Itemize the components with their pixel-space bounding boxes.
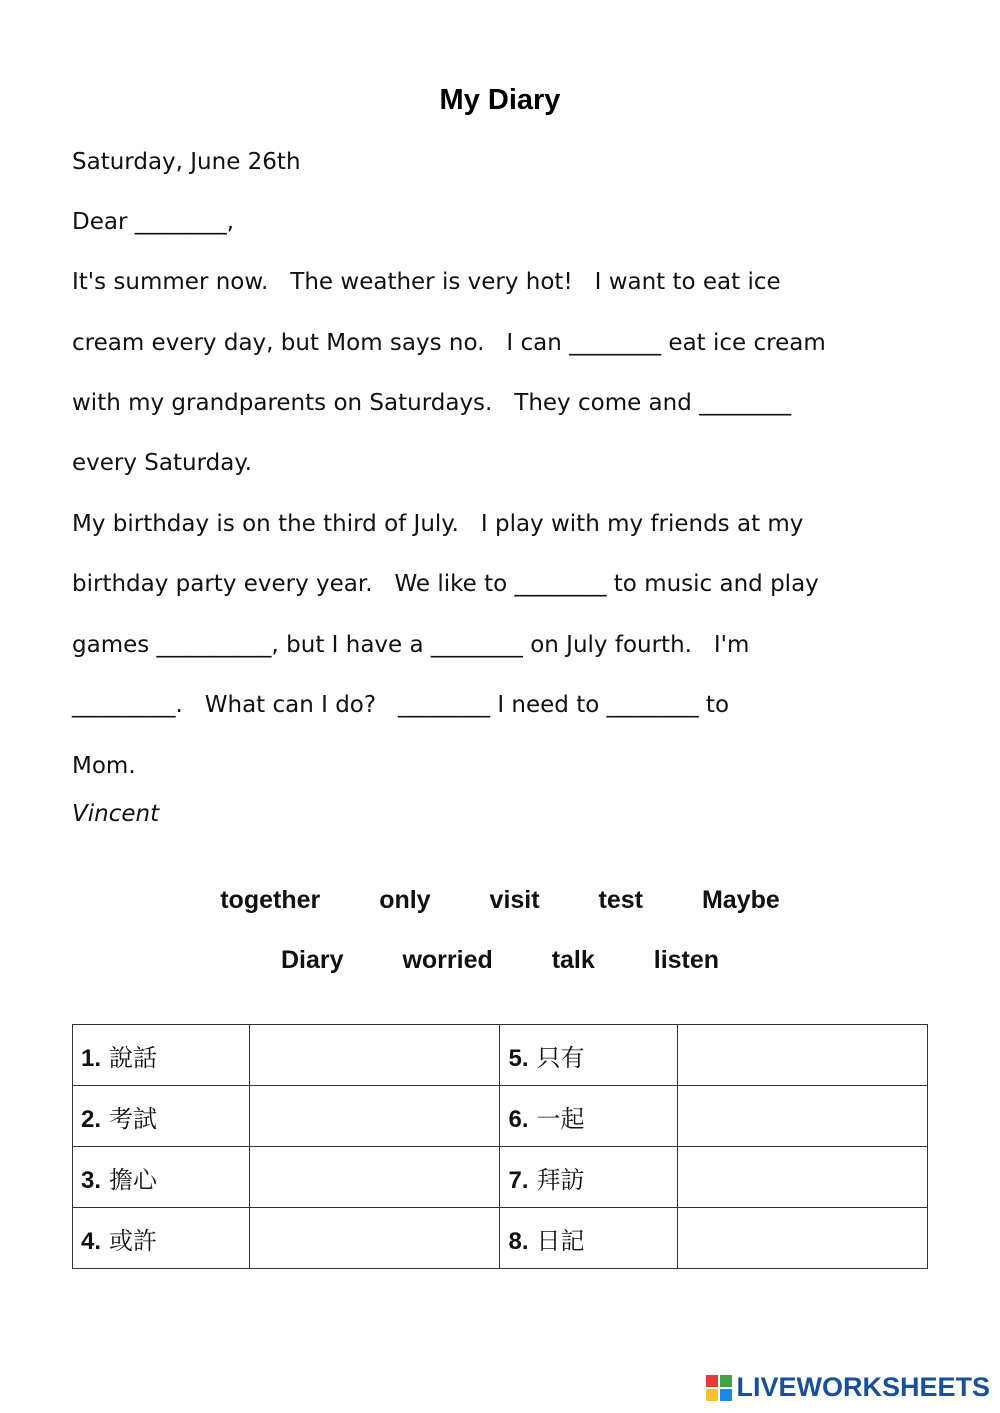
vocab-prompt xyxy=(73,1086,250,1147)
item-number: 8. xyxy=(508,1227,529,1255)
answer-cell[interactable] xyxy=(250,1147,500,1208)
diary-signature: Vincent xyxy=(72,801,160,827)
word-bank-word: worried xyxy=(402,946,493,974)
answer-cell[interactable] xyxy=(677,1025,927,1086)
word-bank-word: listen xyxy=(653,946,720,974)
chinese-word: 考試 xyxy=(109,1104,158,1133)
answer-cell[interactable] xyxy=(250,1208,500,1269)
word-bank-word: Diary xyxy=(280,946,344,974)
word-bank-word: visit xyxy=(489,886,540,914)
word-bank-word: only xyxy=(379,886,431,914)
diary-greeting: Dear ________, xyxy=(72,209,235,235)
vocab-prompt xyxy=(500,1147,677,1208)
logo-text: LIVEWORKSHEETS xyxy=(736,1372,990,1402)
chinese-word: 日記 xyxy=(536,1226,585,1255)
chinese-word: 或許 xyxy=(109,1226,158,1255)
answer-cell[interactable] xyxy=(677,1147,927,1208)
table-row xyxy=(73,1147,928,1208)
vocab-table xyxy=(72,1024,928,1269)
word-bank-word: together xyxy=(220,886,321,914)
logo-icon xyxy=(706,1375,732,1401)
logo-square xyxy=(720,1375,732,1387)
diary-line: games __________, but I have a ________ on July fourth. I'm xyxy=(72,632,750,658)
answer-cell[interactable] xyxy=(677,1086,927,1147)
answer-cell[interactable] xyxy=(677,1208,927,1269)
liveworksheets-logo xyxy=(706,1372,990,1403)
item-number: 5. xyxy=(508,1044,529,1072)
answer-cell[interactable] xyxy=(250,1086,500,1147)
chinese-word: 拜訪 xyxy=(536,1165,585,1194)
vocab-prompt xyxy=(73,1208,250,1269)
table-row xyxy=(73,1086,928,1147)
item-number: 3. xyxy=(81,1166,102,1194)
word-bank-word: test xyxy=(598,886,643,914)
item-number: 1. xyxy=(81,1044,102,1072)
diary-line: birthday party every year. We like to ________ to music and play xyxy=(72,571,819,597)
answer-cell[interactable] xyxy=(250,1025,500,1086)
item-number: 4. xyxy=(81,1227,102,1255)
chinese-word: 擔心 xyxy=(109,1165,158,1194)
diary-line: every Saturday. xyxy=(72,450,252,476)
chinese-word: 只有 xyxy=(536,1043,585,1072)
diary-line: My birthday is on the third of July. I play with my friends at my xyxy=(72,511,804,537)
item-number: 7. xyxy=(508,1166,529,1194)
chinese-word: 一起 xyxy=(536,1104,585,1133)
diary-line: cream every day, but Mom says no. I can ________ eat ice cream xyxy=(72,330,826,356)
item-number: 2. xyxy=(81,1105,102,1133)
logo-square xyxy=(706,1375,718,1387)
diary-line: It's summer now. The weather is very hot! I want to eat ice xyxy=(72,269,781,295)
vocab-prompt xyxy=(73,1025,250,1086)
logo-square xyxy=(706,1389,718,1401)
word-bank-word: talk xyxy=(551,946,595,974)
word-bank-row-2 xyxy=(0,946,1000,975)
table-row xyxy=(73,1025,928,1086)
chinese-word: 說話 xyxy=(109,1043,158,1072)
table-row xyxy=(73,1208,928,1269)
vocab-prompt xyxy=(500,1208,677,1269)
diary-line: Mom. xyxy=(72,753,136,779)
page-title: My Diary xyxy=(439,84,561,116)
vocab-prompt xyxy=(500,1086,677,1147)
item-number: 6. xyxy=(508,1105,529,1133)
diary-line: with my grandparents on Saturdays. They come and ________ xyxy=(72,390,792,416)
vocab-prompt xyxy=(500,1025,677,1086)
diary-line: _________. What can I do? ________ I need to ________ to xyxy=(72,692,730,718)
diary-date: Saturday, June 26th xyxy=(72,149,301,175)
word-bank-word: Maybe xyxy=(701,886,780,914)
word-bank-row-1 xyxy=(0,886,1000,915)
logo-square xyxy=(720,1389,732,1401)
vocab-prompt xyxy=(73,1147,250,1208)
